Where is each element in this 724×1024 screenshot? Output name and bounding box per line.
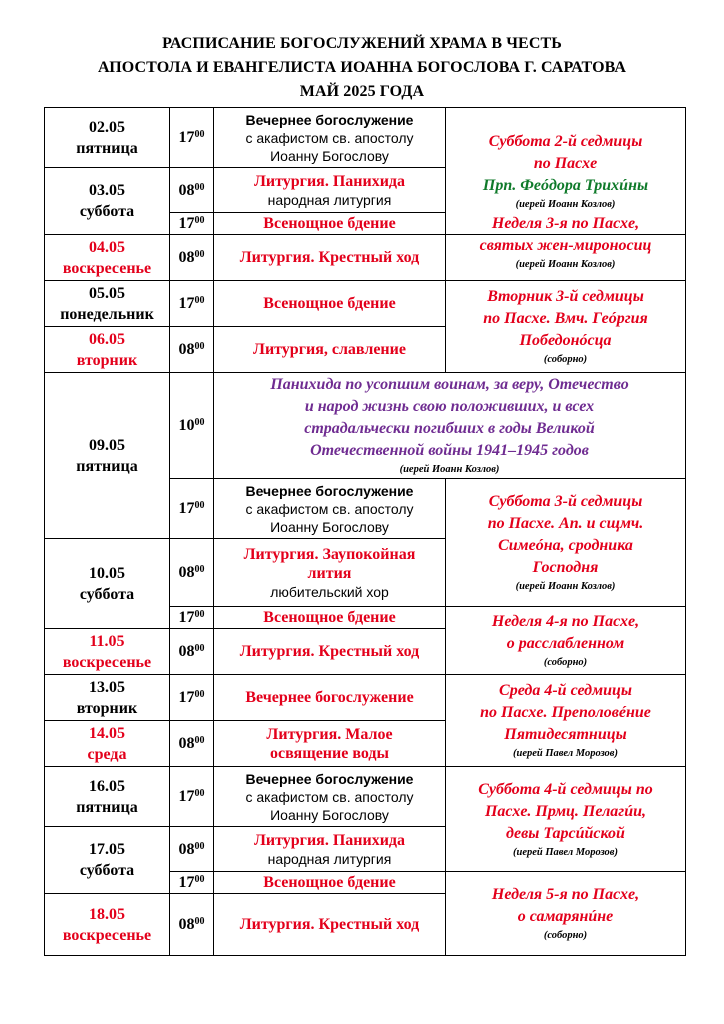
time-cell: $17^{00}$ bbox=[170, 767, 214, 827]
time-cell: $17^{00}$ bbox=[170, 479, 214, 539]
date-cell: 18.05 воскресенье bbox=[45, 894, 170, 956]
time-cell: $17^{00}$ bbox=[170, 607, 214, 629]
time-cell: $08^{00}$ bbox=[170, 629, 214, 675]
service-cell: Всенощное бдение bbox=[214, 281, 446, 327]
day-cell: Суббота 2-й седмицы по Пасхе Прп. Феóдора Трихúны (иерей Иоанн Козлов) bbox=[446, 108, 686, 235]
date-cell: 17.05 суббота bbox=[45, 827, 170, 894]
day-cell: Неделя 5-я по Пасхе, о самарянúне (соборно) bbox=[446, 872, 686, 956]
table-row bbox=[45, 767, 686, 827]
service-cell: Литургия. Крестный ход bbox=[214, 894, 446, 956]
table-row bbox=[45, 373, 686, 479]
day-cell: Суббота 3-й седмицы по Пасхе. Ап. и сщмч. Симеóна, сродника Господня (иерей Иоанн Козлов) bbox=[446, 479, 686, 607]
service-cell: Всенощное бдение bbox=[214, 872, 446, 894]
time-cell: $08^{00}$ bbox=[170, 539, 214, 607]
title-line-3: МАЙ 2025 ГОДА bbox=[299, 83, 425, 100]
day-cell: Суббота 4-й седмицы по Пасхе. Прмц. Пелагúи, девы Тарсúйской (иерей Павел Морозов) bbox=[446, 767, 686, 872]
day-cell: Неделя 4-я по Пасхе, о расслабленном (соборно) bbox=[446, 607, 686, 675]
day-cell: Среда 4-й седмицы по Пасхе. Преполовéние Пятидесятницы (иерей Павел Морозов) bbox=[446, 675, 686, 767]
time-cell: $17^{00}$ bbox=[170, 675, 214, 721]
service-cell: Литургия. Заупокойная лития любительский хор bbox=[214, 539, 446, 607]
date-cell: 02.05 пятница bbox=[45, 108, 170, 168]
service-cell: Литургия, славление bbox=[214, 327, 446, 373]
date-cell: 14.05 среда bbox=[45, 721, 170, 767]
service-cell: Всенощное бдение bbox=[214, 213, 446, 235]
time-cell: $08^{00}$ bbox=[170, 327, 214, 373]
time-cell: $08^{00}$ bbox=[170, 168, 214, 213]
day-cell: Неделя 3-я по Пасхе, святых жен-мироносиц (иерей Иоанн Козлов) bbox=[446, 235, 686, 281]
time-cell: $17^{00}$ bbox=[170, 872, 214, 894]
service-cell: Вечернее богослужение с акафистом св. апостолу Иоанну Богослову bbox=[214, 108, 446, 168]
title-line-1: РАСПИСАНИЕ БОГОСЛУЖЕНИЙ ХРАМА В ЧЕСТЬ bbox=[162, 35, 562, 52]
schedule-title bbox=[0, 0, 724, 104]
table-row bbox=[45, 235, 686, 281]
date-cell: 10.05 суббота bbox=[45, 539, 170, 629]
table-row bbox=[45, 108, 686, 168]
service-cell: Вечернее богослужение с акафистом св. апостолу Иоанну Богослову bbox=[214, 767, 446, 827]
date-cell: 05.05 понедельник bbox=[45, 281, 170, 327]
memorial-service-cell: Панихида по усопшим воинам, за веру, Отечество и народ жизнь свою положивших, и всех страдальчески погибших в годы Великой Отечественной войны 1941–1945 годов (иерей Иоанн Козлов) bbox=[214, 373, 686, 479]
time-cell: $10^{00}$ bbox=[170, 373, 214, 479]
service-cell: Литургия. Панихида народная литургия bbox=[214, 168, 446, 213]
date-cell: 11.05 воскресенье bbox=[45, 629, 170, 675]
time-cell: $17^{00}$ bbox=[170, 108, 214, 168]
service-cell: Вечернее богослужение bbox=[214, 675, 446, 721]
service-cell: Всенощное бдение bbox=[214, 607, 446, 629]
service-cell: Литургия. Крестный ход bbox=[214, 629, 446, 675]
schedule-table bbox=[44, 107, 686, 956]
service-cell: Литургия. Крестный ход bbox=[214, 235, 446, 281]
date-cell: 16.05 пятница bbox=[45, 767, 170, 827]
day-cell: Вторник 3-й седмицы по Пасхе. Вмч. Геóргия Победонóсца (соборно) bbox=[446, 281, 686, 373]
date-cell: 03.05 суббота bbox=[45, 168, 170, 235]
time-cell: $08^{00}$ bbox=[170, 827, 214, 872]
date-cell: 09.05 пятница bbox=[45, 373, 170, 539]
title-line-2: АПОСТОЛА И ЕВАНГЕЛИСТА ИОАННА БОГОСЛОВА Г. САРАТОВА bbox=[97, 59, 627, 76]
date-cell: 06.05 вторник bbox=[45, 327, 170, 373]
time-cell: $08^{00}$ bbox=[170, 235, 214, 281]
time-cell: $17^{00}$ bbox=[170, 281, 214, 327]
time-cell: $17^{00}$ bbox=[170, 213, 214, 235]
time-cell: $08^{00}$ bbox=[170, 894, 214, 956]
time-cell: $08^{00}$ bbox=[170, 721, 214, 767]
table-row bbox=[45, 281, 686, 327]
service-cell: Литургия. Панихида народная литургия bbox=[214, 827, 446, 872]
service-cell: Вечернее богослужение с акафистом св. апостолу Иоанну Богослову bbox=[214, 479, 446, 539]
date-cell: 04.05 воскресенье bbox=[45, 235, 170, 281]
date-cell: 13.05 вторник bbox=[45, 675, 170, 721]
table-row bbox=[45, 675, 686, 721]
service-cell: Литургия. Малое освящение воды bbox=[214, 721, 446, 767]
